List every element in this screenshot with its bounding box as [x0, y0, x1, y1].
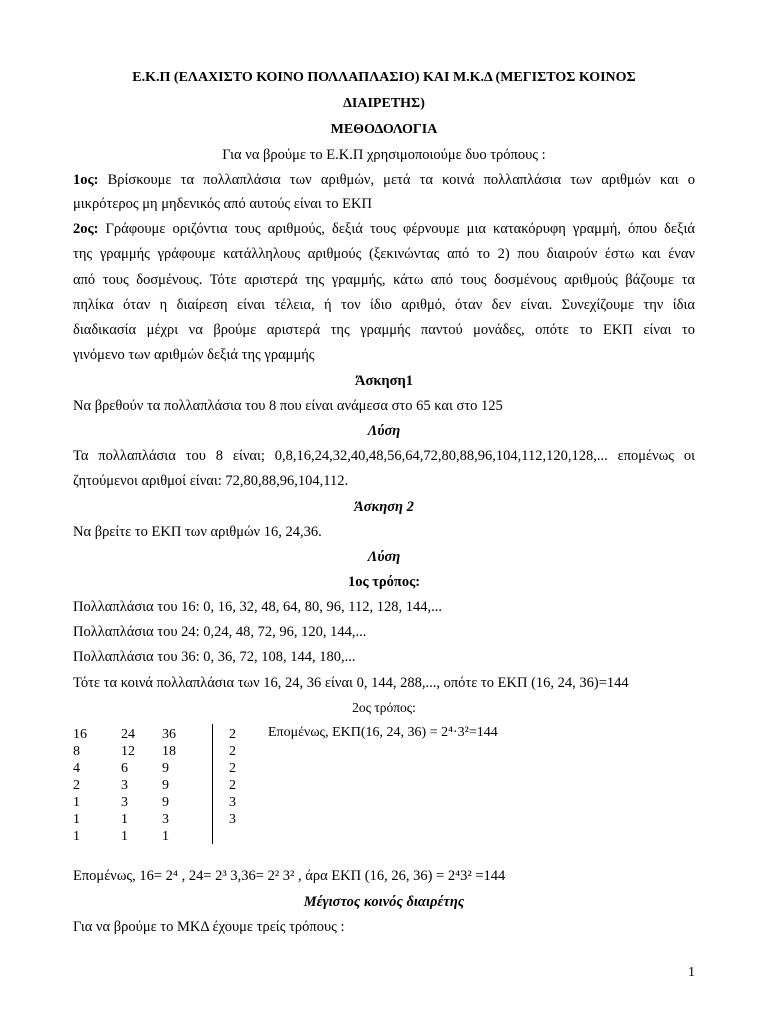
quotient-cell: 24 [121, 727, 135, 742]
divisor-cell: 2 [229, 778, 236, 793]
lcm-result-line [268, 724, 498, 742]
quotient-cell: 1 [73, 829, 80, 844]
lcm-result-expression: 2⁴·3²=144 [441, 725, 498, 740]
ex2-way2-heading: 2ος τρόπος: [352, 700, 416, 715]
way2-line-3: από τους δοσμένους. Τότε αριστερά της γραμμής, κάτω από τους δοσμένους αριθμούς βάζουμε τα [73, 272, 695, 288]
quotient-cell: 8 [73, 744, 80, 759]
way1-label: 1ος: [73, 172, 99, 188]
divisor-cell: 2 [229, 727, 236, 742]
quotient-cell: 1 [121, 812, 128, 827]
ex2-question: Να βρείτε το ΕΚΠ των αριθμών 16, 24,36. [73, 524, 322, 540]
quotient-cell: 3 [121, 778, 128, 793]
way2-line-1 [73, 219, 695, 239]
final-prefix: Επομένως, 16= 2⁴ , 24= 2³ 3,36= 2² 3² , άρα ΕΚΠ (16, 26, 36) = [73, 868, 448, 884]
ex1-heading: Άσκηση1 [354, 373, 413, 389]
final-statement [73, 866, 695, 886]
quotient-cell: 4 [73, 761, 80, 776]
ex2-way1-heading: 1ος τρόπος: [347, 574, 421, 590]
page-number: 1 [688, 965, 695, 980]
way1-line-2: μικρότερος μη μηδενικός από αυτούς είναι το ΕΚΠ [73, 196, 372, 212]
subtitle: ΜΕΘΟΔΟΛΟΓΙΑ [330, 122, 438, 137]
quotient-cell: 1 [121, 829, 128, 844]
quotient-cell: 16 [73, 727, 87, 742]
ex1-solution-heading: Λύση [367, 423, 401, 439]
intro-text: Για να βρούμε το Ε.Κ.Π χρησιμοποιούμε δυο τρόπους : [222, 147, 546, 163]
multiples-of-36: Πολλαπλάσια του 36: 0, 36, 72, 108, 144, 180,... [73, 649, 356, 665]
ex1-answer-line-1: Τα πολλαπλάσια του 8 είναι; 0,8,16,24,32,40,48,56,64,72,80,88,96,104,112,120,128,... επομένως οι [73, 448, 695, 464]
multiples-of-24: Πολλαπλάσια του 24: 0,24, 48, 72, 96, 120, 144,... [73, 624, 367, 640]
quotient-cell: 1 [73, 795, 80, 810]
common-multiples: Τότε τα κοινά πολλαπλάσια των 16, 24, 36 είναι 0, 144, 288,..., οπότε το ΕΚΠ (16, 24, 36)=144 [73, 675, 629, 691]
quotient-cell: 2 [73, 778, 80, 793]
way1-line-1 [73, 170, 695, 190]
gcd-heading: Μέγιστος κοινός διαιρέτης [303, 894, 465, 910]
divisor-cell: 3 [229, 812, 236, 827]
multiples-of-16: Πολλαπλάσια του 16: 0, 16, 32, 48, 64, 80, 96, 112, 128, 144,... [73, 599, 443, 615]
division-line [212, 724, 213, 844]
lcm-result-prefix: Επομένως, ΕΚΠ(16, 24, 36) = [268, 725, 442, 740]
title-line-1: Ε.Κ.Π (ΕΛΑΧΙΣΤΟ ΚΟΙΝΟ ΠΟΛΛΑΠΛΑΣΙΟ) ΚΑΙ Μ.Κ.Δ (ΜΕΓΙΣΤΟΣ ΚΟΙΝΟΣ [132, 70, 636, 85]
final-expression: 2⁴3² =144 [447, 868, 506, 884]
way2-label: 2ος: [73, 221, 99, 237]
quotient-cell: 9 [162, 778, 169, 793]
ex2-heading: Άσκηση 2 [354, 499, 414, 515]
title-line-2: ΔΙΑΙΡΕΤΗΣ) [343, 96, 425, 111]
divisor-cell: 2 [229, 761, 236, 776]
quotient-cell: 3 [162, 812, 169, 827]
quotient-cell: 12 [121, 744, 135, 759]
way2-text-1: Γράφουμε οριζόντια τους αριθμούς, δεξιά τους φέρνουμε μια κατακόρυφη γραμμή, όπου δεξιά [98, 221, 695, 237]
way1-text-1: Βρίσκουμε τα πολλαπλάσια των αριθμών, μετά τα κοινά πολλαπλάσια των αριθμών και ο [98, 172, 695, 188]
ex1-answer-line-2: ζητούμενοι αριθμοί είναι: 72,80,88,96,104,112. [73, 473, 349, 489]
quotient-cell: 9 [162, 761, 169, 776]
quotient-cell: 1 [162, 829, 169, 844]
way2-line-4: πηλίκα όταν η διαίρεση είναι τέλεια, ή τον ίδιο αριθμό, όταν δεν είναι. Συνεχίζουμε την ίδια [73, 297, 695, 313]
quotient-cell: 36 [162, 727, 176, 742]
quotient-cell: 3 [121, 795, 128, 810]
quotient-cell: 6 [121, 761, 128, 776]
quotient-cell: 18 [162, 744, 176, 759]
ex1-question: Να βρεθούν τα πολλαπλάσια του 8 που είναι ανάμεσα στο 65 και στο 125 [73, 398, 503, 414]
divisor-cell: 3 [229, 795, 236, 810]
way2-line-6: γινόμενο των αριθμών δεξιά της γραμμής [73, 347, 315, 363]
gcd-intro: Για να βρούμε το ΜΚΔ έχουμε τρείς τρόπους : [73, 919, 345, 935]
way2-line-2: της γραμμής γράφουμε κατάλληλους αριθμούς (ξεκινώντας από το 2) που διαιρούν έστω και έναν [73, 246, 695, 262]
ex2-solution-heading: Λύση [367, 549, 401, 565]
quotient-cell: 9 [162, 795, 169, 810]
way2-line-5: διαδικασία μέχρι να βρούμε αριστερά της γραμμής παντού μονάδες, οπότε το ΕΚΠ είναι το [73, 322, 695, 338]
quotient-cell: 1 [73, 812, 80, 827]
divisor-cell: 2 [229, 744, 236, 759]
